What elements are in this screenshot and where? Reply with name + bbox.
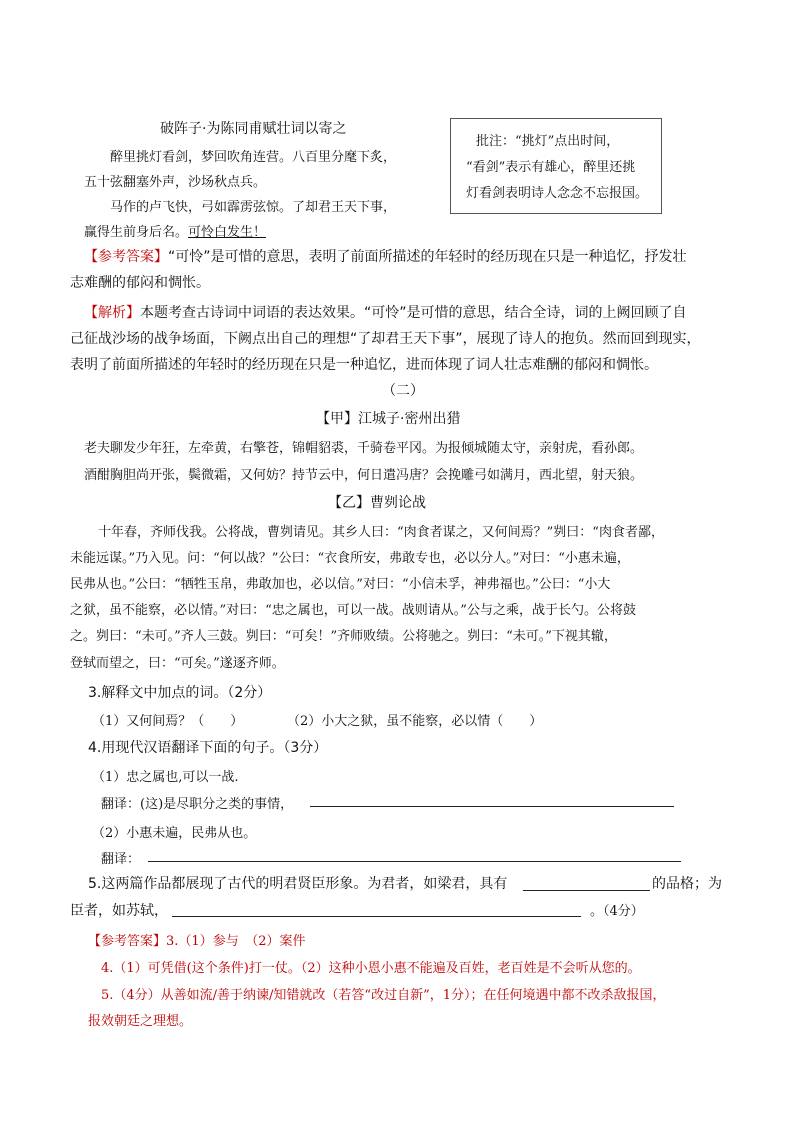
answer-tag: 【参考答案】 — [84, 249, 168, 265]
q5-part3: 臣者，如苏轼， — [70, 903, 168, 919]
q5-part1: 5.这两篇作品都展现了古代的明君贤臣形象。为君者，如梁君，具有 — [88, 876, 508, 892]
q4-sentence1: （1）忠之属也,可以一战. — [92, 770, 239, 785]
q3-item1: （1）又何间焉？（ ） — [92, 714, 244, 729]
poem1-underlined-phrase: 可怜白发生！ — [188, 225, 267, 240]
yi-line: 之狱，虽不能察，必以情。”对曰：“忠之属也，可以一战。战则请从。”公与之乘，战于长勺。公将鼓 — [70, 603, 636, 618]
poem1-line-last — [84, 221, 266, 240]
answer1-line: 志难酬的郁闷和惆怅。 — [70, 275, 210, 291]
answer-tag: 【参考答案】 — [88, 934, 167, 949]
q4-sentence2: （2）小惠未遍，民弗从也。 — [92, 826, 257, 841]
analysis1-line: 表明了前面所描述的年轻时的经历现在只是一种追忆，进而体现了词人壮志难酬的郁闷和惆怅。 — [70, 357, 658, 373]
q5-part4: 。（4分） — [590, 904, 644, 919]
yi-line: 登轼而望之，曰：“可矣。”遂逐齐师。 — [70, 656, 285, 671]
poem1-line: 马作的卢飞快，弓如霹雳弦惊。了却君王天下事， — [110, 200, 397, 215]
q3-item2: （2）小大之狱，虽不能察，必以情（ ） — [287, 714, 543, 729]
analysis1-line: 【解析】本题考查古诗词中词语的表达效果。“可怜”是可惜的意思，结合全诗，词的上阙回顾了自 — [84, 305, 687, 321]
poem1-title: 破阵子·为陈同甫赋壮词以寄之 — [160, 121, 347, 137]
annotation-line: “看剑”表示有雄心，醉里还挑 — [466, 160, 636, 175]
analysis-tag: 【解析】 — [84, 305, 140, 321]
jia-title: 【甲】江城子·密州出猎 — [316, 411, 461, 427]
yi-title: 【乙】曹刿论战 — [328, 495, 426, 511]
poem1-line: 赢得生前身后名。 — [84, 225, 189, 240]
yi-line: 未能远谋。”乃入见。问：“何以战？”公曰：“衣食所安，弗敢专也，必以分人。”对曰：“小惠未遍， — [70, 551, 630, 566]
poem1-line: 五十弦翻塞外声，沙场秋点兵。 — [84, 175, 267, 190]
yi-line: 十年春，齐师伐我。公将战，曹刿请见。其乡人曰：“肉食者谋之，又何间焉？”刿曰：“肉食者鄙， — [98, 525, 664, 540]
jia-line: 酒酣胸胆尚开张，鬓微霜，又何妨？持节云中，何日遣冯唐？会挽雕弓如满月，西北望，射天狼。 — [84, 468, 644, 483]
annotation-line: 灯看剑表明诗人念念不忘报国。 — [466, 186, 649, 201]
jia-line: 老夫聊发少年狂，左牵黄，右擎苍，锦帽貂裘，千骑卷平冈。为报倾城随太守，亲射虎，看孙郎。 — [84, 441, 644, 456]
poem1-line: 醉里挑灯看剑，梦回吹角连营。八百里分麾下炙， — [110, 150, 397, 165]
yi-line: 民弗从也。”公曰：“牺牲玉帛，弗敢加也，必以信。”对曰：“小信未孚，神弗福也。”公曰：“小大 — [70, 577, 611, 592]
analysis1-line: 己征战沙场的战争场面，下阙点出自己的理想“了却君王天下事”，展现了诗人的抱负。然而回到现实， — [70, 331, 701, 347]
yi-line: 之。刿曰：“未可。”齐人三鼓。刿曰：“可矣！”齐师败绩。公将驰之。刿曰：“未可。”下视其辙， — [70, 629, 617, 644]
section2-heading: （二） — [382, 383, 424, 399]
answer2-line: 4.（1）可凭借(这个条件)打一仗。（2）这种小恩小惠不能遍及百姓，老百姓是不会听从您的。 — [101, 961, 641, 976]
q5-part2: 的品格；为 — [652, 876, 722, 892]
annotation-line: 批注：“挑灯”点出时间， — [476, 134, 620, 149]
answer1-line: 【参考答案】“可怜”是可惜的意思，表明了前面所描述的年轻时的经历现在只是一种追忆，抒发壮 — [84, 249, 687, 265]
answer2-line: 报效朝廷之理想。 — [88, 1014, 193, 1029]
q5-answer-line-2[interactable] — [172, 916, 581, 917]
answer2-line: 5.（4分）从善如流/善于纳谏/知错就改（若答“改过自新”，1分）；在任何境遇中都不改杀敌报国， — [101, 988, 666, 1003]
q4-translate1-label: 翻译：(这)是尽职分之类的事情， — [101, 797, 294, 812]
q4-translate2-label: 翻译： — [101, 852, 141, 867]
q4-answer-line-2[interactable] — [148, 861, 681, 862]
q3-stem: 3.解释文中加点的词。（2分） — [88, 685, 272, 701]
q4-answer-line-1[interactable] — [310, 806, 674, 807]
answer2-line: 【参考答案】3.（1）参与 （2）案件 — [88, 934, 306, 949]
q5-answer-line-1[interactable] — [523, 890, 650, 891]
q4-stem: 4.用现代汉语翻译下面的句子。（3分） — [88, 740, 328, 756]
